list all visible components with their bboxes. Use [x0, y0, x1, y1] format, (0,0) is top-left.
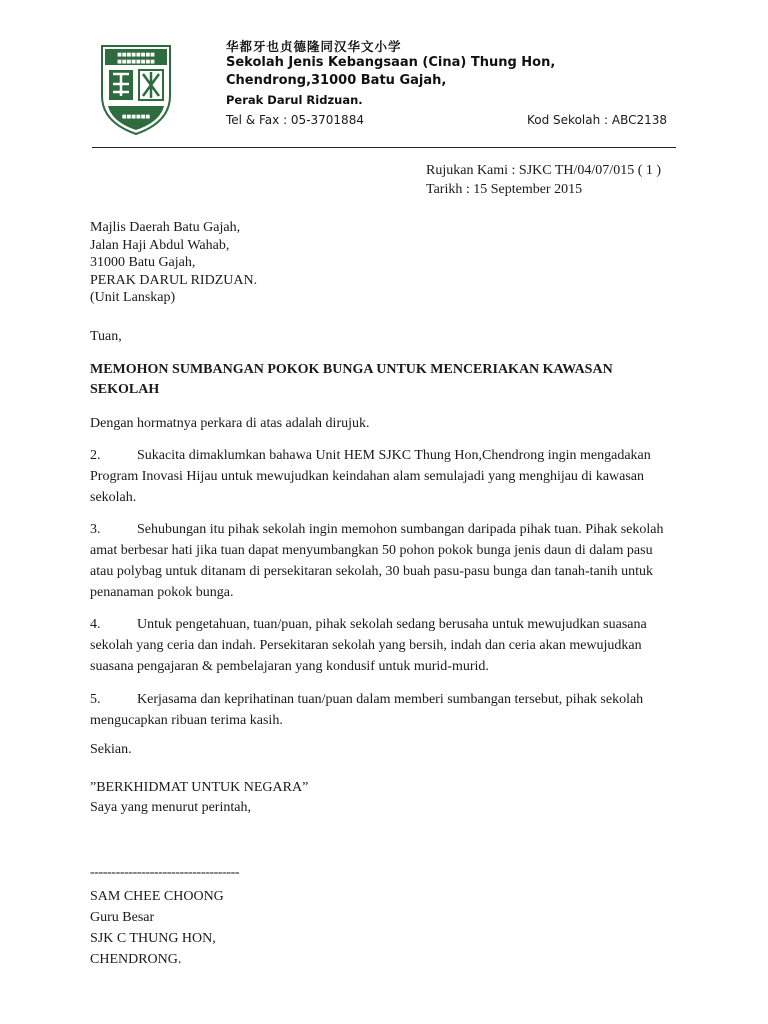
- motto: ”BERKHIDMAT UNTUK NEGARA”: [90, 780, 309, 795]
- signature-line: -----------------------------------: [90, 865, 240, 880]
- paragraph-4: [90, 614, 678, 677]
- recipient-address: [90, 219, 257, 307]
- header-divider: [92, 147, 676, 148]
- recipient-line: Majlis Daerah Batu Gajah,: [90, 220, 241, 235]
- paragraph-number: 4.: [90, 617, 101, 632]
- signatory-name: SAM CHEE CHOONG: [90, 889, 224, 904]
- school-address: Chendrong,31000 Batu Gajah,: [226, 73, 447, 88]
- paragraph-number: 5.: [90, 692, 101, 707]
- paragraph-text: Sehubungan itu pihak sekolah ingin memohon sumbangan daripada pihak tuan. Pihak sekolah amat berbesar hati jika tuan dapat menyumbangkan 50 pohon pokok bunga jenis daun di dalam pasu atau polybag untuk ditanam di persekitaran sekolah, 30 buah pasu-pasu bunga dan tanah-tanih untuk penanaman pokok bunga.: [90, 522, 664, 600]
- closing-block: [90, 778, 308, 818]
- recipient-line: (Unit Lanskap): [90, 290, 176, 305]
- school-name: Sekolah Jenis Kebangsaan (Cina) Thung Hon,: [226, 55, 556, 70]
- yours-faithfully: Saya yang menurut perintah,: [90, 800, 251, 815]
- svg-text:■■■■■■■■: ■■■■■■■■: [117, 52, 155, 58]
- letter-date: Tarikh : 15 September 2015: [426, 182, 583, 197]
- signatory-block: [90, 886, 224, 970]
- paragraph-3: [90, 519, 678, 603]
- svg-text:■■■■■■: ■■■■■■: [121, 114, 151, 120]
- paragraph-number: 3.: [90, 522, 101, 537]
- paragraph-text: Untuk pengetahuan, tuan/puan, pihak sekolah sedang berusaha untuk mewujudkan suasana sekolah yang ceria dan indah. Persekitaran sekolah yang bersih, indah dan ceria akan mewujudkan suasana pengajaran & pembelajaran yang kondusif untuk murid-murid.: [90, 617, 647, 674]
- recipient-line: Jalan Haji Abdul Wahab,: [90, 237, 230, 253]
- svg-text:■■■■■■■■: ■■■■■■■■: [117, 59, 155, 65]
- recipient-line: 31000 Batu Gajah,: [90, 255, 196, 270]
- recipient-line: PERAK DARUL RIDZUAN.: [90, 272, 258, 288]
- letter-subject: MEMOHON SUMBANGAN POKOK BUNGA UNTUK MENCERIAKAN KAWASAN SEKOLAH: [90, 362, 613, 397]
- paragraph-5: [90, 689, 678, 731]
- reference-number: Rujukan Kami : SJKC TH/04/07/015 ( 1 ): [426, 163, 662, 178]
- school-code: Kod Sekolah : ABC2138: [527, 113, 668, 127]
- signatory-place: CHENDRONG.: [90, 952, 182, 967]
- school-state: Perak Darul Ridzuan.: [226, 93, 363, 107]
- paragraph-text: Sukacita dimaklumkan bahawa Unit HEM SJKC Thung Hon,Chendrong ingin mengadakan Program Inovasi Hijau untuk mewujudkan keindahan alam semulajadi yang menghijau di kawasan sekolah.: [90, 448, 651, 505]
- paragraph-number: 2.: [90, 448, 101, 463]
- tel-fax: Tel & Fax : 05-3701884: [226, 113, 364, 127]
- paragraph-2: [90, 445, 678, 508]
- paragraph-text: Kerjasama dan keprihatinan tuan/puan dalam memberi sumbangan tersebut, pihak sekolah mengucapkan ribuan terima kasih.: [90, 692, 644, 728]
- school-name-chinese: 华都牙也贞德隆同汉华文小学: [226, 39, 402, 54]
- opening-paragraph: Dengan hormatnya perkara di atas adalah dirujuk.: [90, 416, 370, 431]
- signatory-position: Guru Besar: [90, 910, 155, 925]
- closing-sekian: Sekian.: [90, 742, 132, 757]
- salutation: Tuan,: [90, 329, 122, 344]
- signatory-school: SJK C THUNG HON,: [90, 931, 216, 946]
- school-crest-logo: [100, 44, 172, 136]
